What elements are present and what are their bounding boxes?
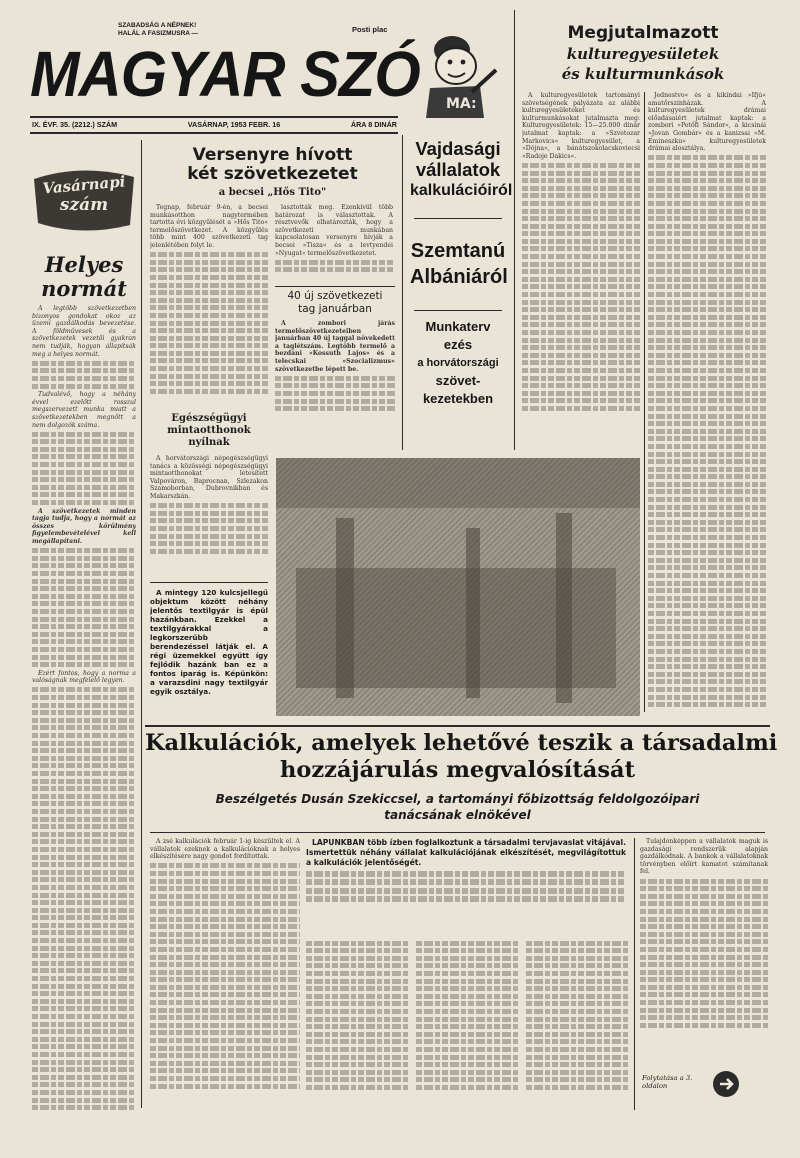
versenyre-col-1 xyxy=(150,204,268,400)
article-40-title-line-1: 40 új szövetkezeti xyxy=(287,290,383,302)
issue-price: ÁRA 8 DINÁR xyxy=(350,120,397,129)
article-40-title-line-2: tag januárban xyxy=(298,303,372,315)
szemtanu-headline xyxy=(410,238,506,290)
right-title-line-3: és kulturmunkások xyxy=(561,65,725,83)
left-article-heading xyxy=(32,253,136,301)
szemtanu-line-1: Szemtanú xyxy=(410,240,506,262)
cartoon-illustration xyxy=(410,28,502,120)
sunday-badge xyxy=(32,165,136,235)
versenyre-col-1-text: Tegnap, február 9-én, a becsei munkásotthon nagytermében tartotta évi közgyűlését a »Hős Tito« termelőszövetkezet. A közgyűlés több mint 400 szövetkezeti tag jelenlétében folyt le. xyxy=(150,204,268,249)
munkaterv-line-2: a horvátországi xyxy=(417,357,499,369)
bottom-col-1-text: A zsé kalkulációk február 1-ig készültek el. A vállalatok ezeknek a kalkulációknak a helyes elkészítésére nagy gondot fordítottak. xyxy=(150,838,300,861)
textile-factory-photo xyxy=(276,458,640,716)
egeszseg-title-line-1: Egészségügyi xyxy=(171,413,247,424)
article-40-body xyxy=(275,320,395,432)
bottom-headline-line-2: hozzájárulás megvalósítását xyxy=(280,757,635,783)
column-divider-middle-right xyxy=(514,10,515,450)
publisher-slogan xyxy=(118,22,198,38)
versenyre-title-line-1: Versenyre hívott xyxy=(192,145,353,165)
bottom-subheadline-line-1: Beszélgetés Dusán Szekiccsel, a tartományi főbizottság feldolgozóipari xyxy=(215,792,700,806)
bottom-subheadline xyxy=(145,791,770,823)
middle-rule-1 xyxy=(414,218,502,219)
left-article-paragraph-1: Tudvalévő, hogy a néhány évvel ezelőtt rosszul megszervezett munka miatt a szövetkezetekben megnőtt a nem dolgozók száma. xyxy=(32,391,136,429)
bottom-right-divider xyxy=(634,838,635,1110)
versenyre-title-line-2: két szövetkezetet xyxy=(187,164,358,184)
egeszseg-title-line-2: mintaotthonok xyxy=(167,425,251,436)
versenyre-col-2 xyxy=(275,204,393,284)
bottom-col-5 xyxy=(640,838,768,1060)
left-article-paragraph-2: A szövetkezetek minden tagja tudja, hogy a normát az összes körülmény figyelembevételével kell megállapítani. xyxy=(32,507,136,545)
versenyre-subtitle: a becsei „Hős Tito" xyxy=(218,187,327,198)
versenyre-col-2-text: lasztották meg. Ezenkívül több határozat is választottak. A résztvevők elhatározták, hogy a szövetkezeti munkában kapcsolatosan versenyre hívják a becsei »Tisza« és a levtyendei »Nyugat« termelőszövetkezetet. xyxy=(275,204,393,257)
munkaterv-line-1: Munkaterv ezés xyxy=(425,319,491,352)
slogan-line-1: SZABADSÁG A NÉPNEK! xyxy=(118,22,197,29)
vajdasagi-line-3: kalkulációiról xyxy=(410,182,513,199)
egeszseg-headline xyxy=(150,413,268,449)
issue-date: VASÁRNAP, 1953 FEBR. 16 xyxy=(187,120,281,129)
munkaterv-line-4: kezetekben xyxy=(422,391,494,406)
right-inner-divider xyxy=(644,92,645,712)
masthead-rule-bottom xyxy=(30,132,398,134)
egeszseg-body xyxy=(150,455,268,575)
column-divider-middle-left xyxy=(402,135,403,450)
textil-text: A mintegy 120 kulcsjellegű objektum között néhány jelentős textilgyár is épül hazánkban. Ezekkel a textilgyárakkal a legkorszerűbb berendezéssel látják el. A régi üzemekkel együtt így fejlődik hazánk ban ez a fontos iparág is. Képünkön: a varazsdini nagy textilgyár egyik osztálya. xyxy=(150,588,268,696)
bottom-headline-line-1: Kalkulációk, amelyek lehetővé teszik a társadalmi xyxy=(145,730,778,756)
column-divider-left xyxy=(141,140,142,1108)
egeszseg-title-line-3: nyílnak xyxy=(188,437,230,448)
right-article-col-1 xyxy=(522,92,640,447)
textil-body xyxy=(150,588,268,706)
right-article-headline xyxy=(518,22,768,84)
left-heading-line-2: normát xyxy=(41,276,127,301)
svg-text:MA:: MA: xyxy=(446,96,477,112)
continued-note: Folytatása a 3. oldalon xyxy=(642,1074,693,1090)
slogan-line-2: HALÁL A FASIZMUSRA — xyxy=(118,30,199,37)
left-article-lead: A legtöbb szövetkezetben bizonyos gondokat okoz az üzemi gazdálkodás bevezetése. A földművesek és a szövetkezetek vezetői gyakran nem tudják, hogyan állapítsák meg a helyes normát. xyxy=(32,305,136,358)
middle-rule-2 xyxy=(414,310,502,311)
bottom-subheadline-line-2: tanácsának elnökével xyxy=(384,808,531,822)
cartoon-figure xyxy=(410,28,502,120)
left-article-body xyxy=(32,305,136,1110)
right-article-col-2 xyxy=(648,92,766,712)
vajdasagi-line-2: vállalatok xyxy=(415,159,501,180)
bottom-article-top-rule xyxy=(145,725,770,727)
right-title-line-2: kulturegyesületek xyxy=(566,45,720,63)
left-heading-line-1: Helyes xyxy=(44,252,124,277)
article-40-text: A zombori járás termelőszövetkezeteiben januárban 40 új taggal növekedett a taglétszám. Legtöbb termelő a bezdáni »Kossuth Lajos« és a telecskai »Szocializmus« szövetkezetbe lépett be. xyxy=(275,320,395,373)
masthead-rule-top xyxy=(30,116,398,118)
article-40-headline xyxy=(275,290,395,316)
szemtanu-line-2: Albániáról xyxy=(410,266,508,288)
bottom-col-5-text: Tulajdonképpen a vállalatok maguk is gazdasági rendszerük alapján gazdálkodnak. A bankok a vállalatoknak törvényben előírt kamatot számítanak fel. xyxy=(640,838,768,876)
left-article-paragraph-3: Ezért fontos, hogy a norma a valóságnak megfelelő legyen. xyxy=(32,669,136,685)
textil-rule xyxy=(150,582,268,583)
bottom-headline xyxy=(145,730,778,784)
bottom-col-3 xyxy=(416,938,520,1108)
right-title-line-1: Megjutalmazott xyxy=(567,23,719,43)
badge-line-1: Vasárnapi xyxy=(41,172,127,198)
bottom-lead-text: LAPUNKBAN több ízben foglalkoztunk a társadalmi tervjavaslat vitájával. Ismertettük néhány vállalat kalkulációjának elkészítését, megvilágítottuk a kalkulációk jelentőségét. xyxy=(306,838,626,867)
bottom-col-2 xyxy=(306,938,410,1108)
versenyre-headline xyxy=(150,146,395,184)
vajdasagi-line-1: Vajdasági xyxy=(415,138,501,159)
issue-bar xyxy=(32,119,397,131)
egeszseg-text: A horvátországi népegészségügyi tanács a közösségi népegészségügyi mintaotthonokat létesített Valpováron, Baprocnan, Szlezakon Szamoborban, Dubrovnikban és Makarszkán. xyxy=(150,455,268,500)
bottom-subheadline-rule xyxy=(150,832,765,833)
badge-text xyxy=(32,172,136,215)
vajdasagi-headline xyxy=(410,138,513,201)
newspaper-title: MAGYAR SZÓ xyxy=(30,38,420,110)
bottom-col-1 xyxy=(150,838,300,1108)
right-col-1-text: A kulturegyesületek tartományi szövetségének pályázata az alábbi kulturegyesületeket és kulturmunkásokat jutalmazta meg: Kulturegyesületek: 15—25.000 dinár jutalmat kaptak: a »Szvetozar Markovics« kulturegyesület, a »Dójna«, a bánátszokolacskoviecsi »Radoje Dakics«. xyxy=(522,92,640,160)
continued-arrow-icon xyxy=(712,1070,740,1098)
badge-line-2: szám xyxy=(59,195,109,215)
right-col-2-text: Jednestvo« és a kikindai »Ifjú« amatőrszínházak. A kulturegyesületek drámai előadásaiért jutalmat kaptak: a zombori »Petőfi Sándor«, a kicsinái »Jovan Gombár« és a kanizsai »M. Emineszku« kulturegyesületek drámai alosztálya. xyxy=(648,92,766,153)
article-40-rule xyxy=(275,286,395,287)
munkaterv-headline xyxy=(410,318,506,408)
munkaterv-line-3: szövet- xyxy=(435,373,481,388)
bottom-lead xyxy=(306,838,626,933)
bottom-col-4 xyxy=(526,938,630,1108)
postage-note: Posti plac xyxy=(352,25,388,34)
issue-info: IX. ÉVF. 35. (2212.) SZÁM xyxy=(32,120,118,129)
